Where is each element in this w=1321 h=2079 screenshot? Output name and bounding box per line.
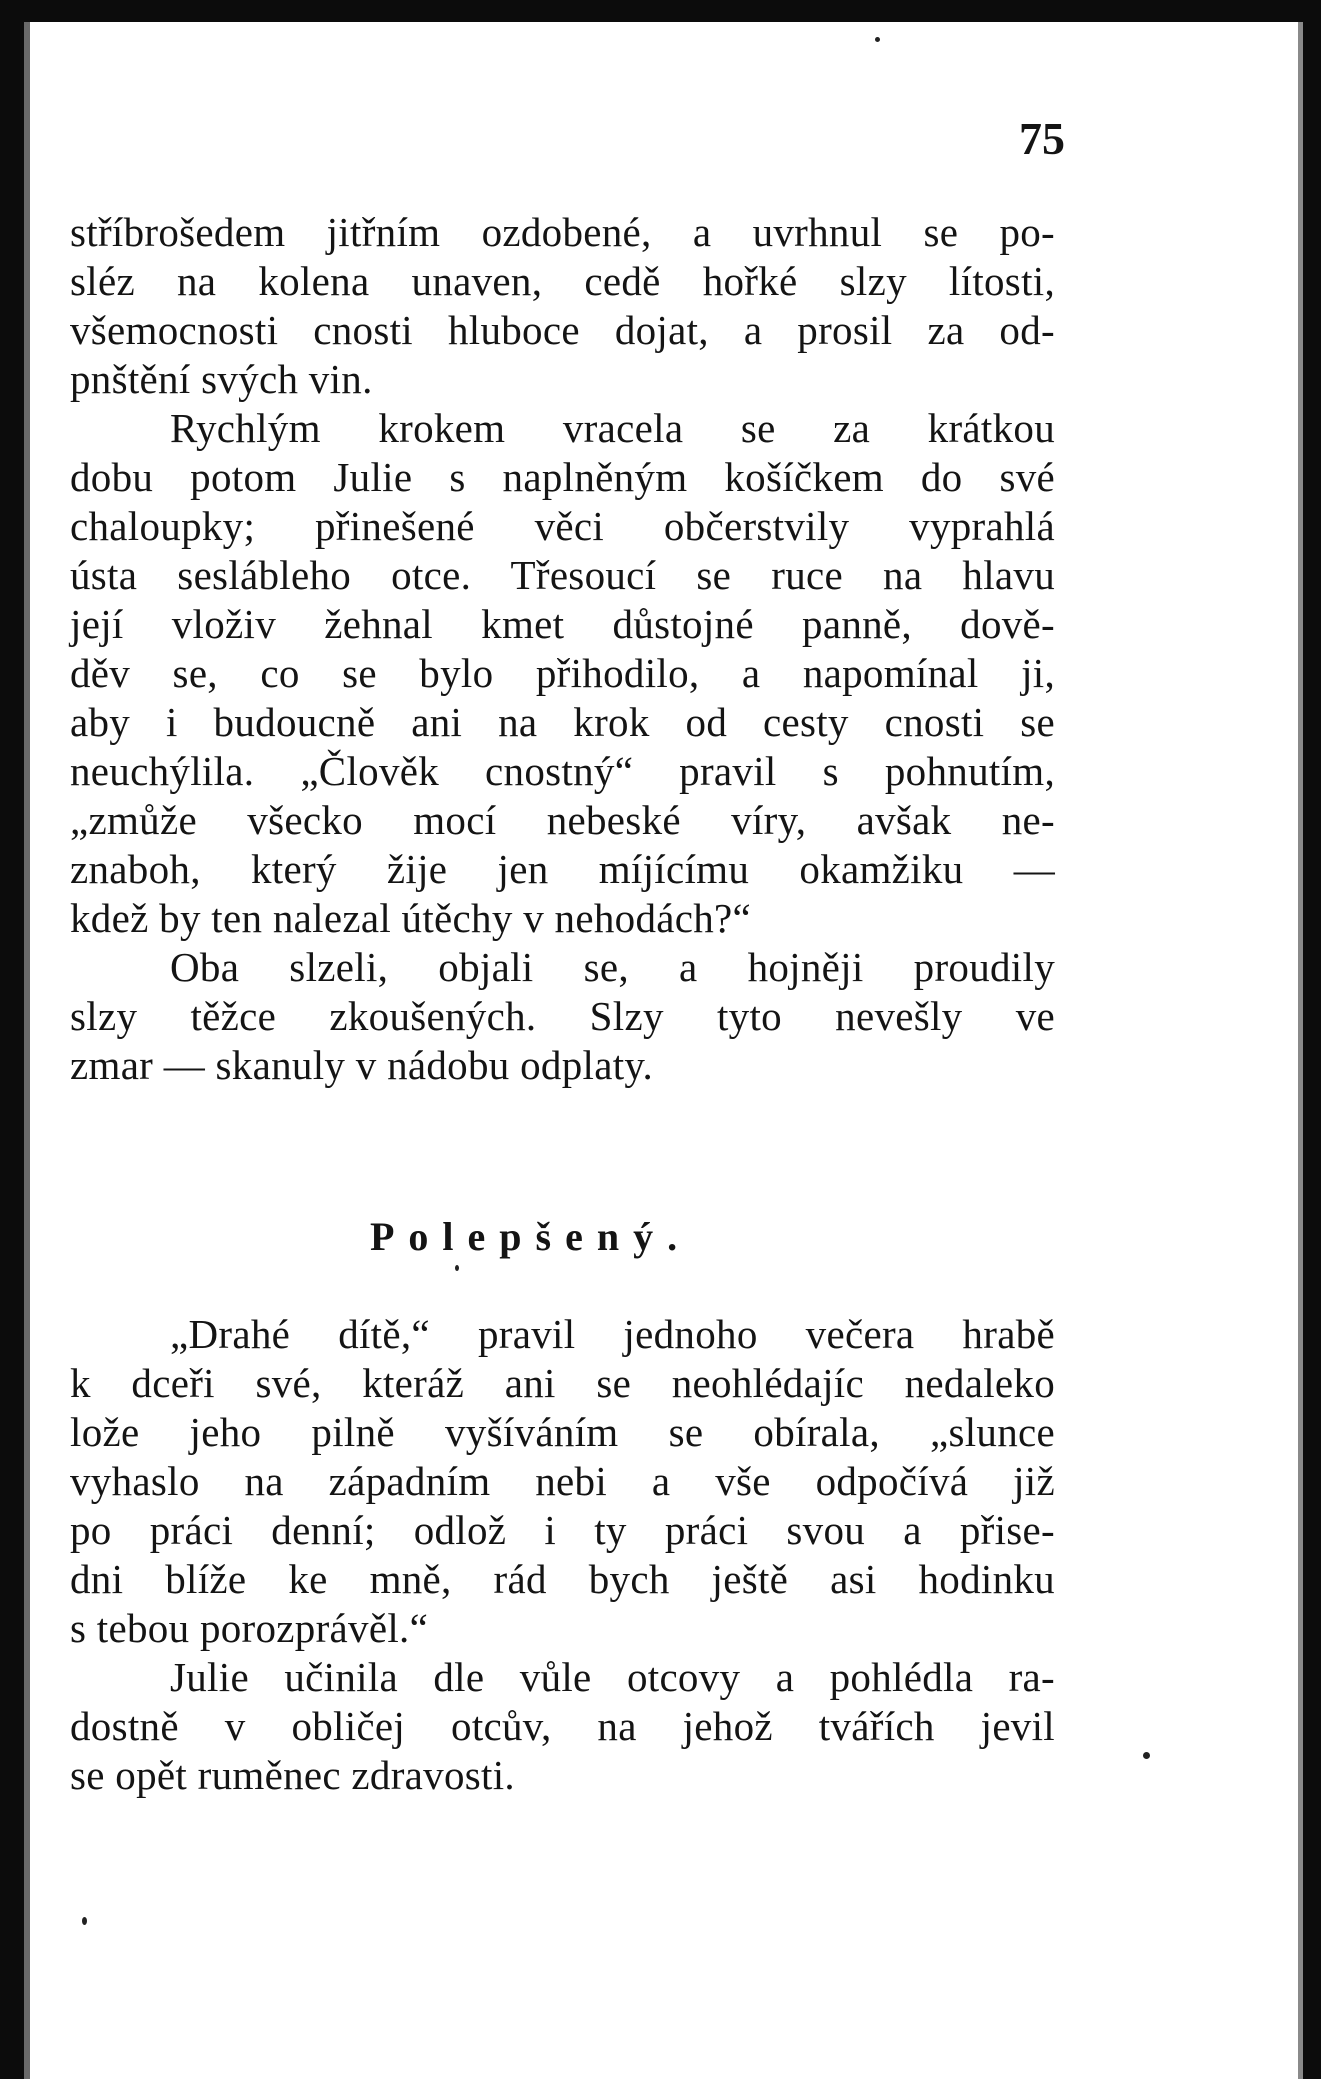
text-line: se opět ruměnec zdravosti.: [70, 1752, 515, 1798]
text-line: znaboh, který žije jen míjícímu okamžiku —: [70, 846, 1055, 892]
scan-border-top: [0, 0, 1321, 22]
paragraph-start-line: Rychlým krokem vracela se za krátkou: [170, 405, 1055, 451]
text-line: zmar — skanuly v nádobu odplaty.: [70, 1042, 654, 1088]
text-line: dni blíže ke mně, rád bych ještě asi hodinku: [70, 1556, 1055, 1602]
text-line: sléz na kolena unaven, cedě hořké slzy lítosti,: [70, 258, 1055, 304]
text-line: aby i budoucně ani na krok od cesty cnosti se: [70, 699, 1055, 745]
paragraph-start-line: Oba slzeli, objali se, a hojněji proudily: [170, 944, 1055, 990]
text-line: k dceři své, kteráž ani se neohlédajíc nedaleko: [70, 1360, 1055, 1406]
text-line: slzy těžce zkoušených. Slzy tyto nevešly ve: [70, 993, 1055, 1039]
text-line: neuchýlila. „Člověk cnostný“ pravil s pohnutím,: [70, 748, 1055, 794]
text-line: „zmůže všecko mocí nebeské víry, avšak ne-: [70, 797, 1055, 843]
text-line: s tebou porozprávěl.“: [70, 1605, 429, 1651]
scan-speck: [875, 37, 880, 42]
page-number: 75: [1019, 113, 1065, 164]
text-line: stříbrošedem jitřním ozdobené, a uvrhnul se po-: [70, 209, 1055, 255]
text-line: lože jeho pilně vyšíváním se obírala, „slunce: [70, 1409, 1055, 1455]
text-line: její vloživ žehnal kmet důstojné panně, dově-: [70, 601, 1055, 647]
scan-speck: [82, 1917, 87, 1925]
text-line: všemocnosti cnosti hluboce dojat, a prosil za od-: [70, 307, 1055, 353]
text-line: pnštění svých vin.: [70, 356, 373, 402]
paragraph-start-line: Julie učinila dle vůle otcovy a pohlédla ra-: [170, 1654, 1055, 1700]
scan-border-left-shadow: [24, 22, 30, 2079]
scan-speck: [1143, 1752, 1150, 1759]
text-line: ústa seslábleho otce. Třesoucí se ruce na hlavu: [70, 552, 1055, 598]
scan-speck: [455, 1265, 459, 1271]
text-line: chaloupky; přinešené věci občerstvily vyprahlá: [70, 503, 1055, 549]
section-heading: Polepšený.: [370, 1214, 692, 1259]
text-line: děv se, co se bylo přihodilo, a napomínal ji,: [70, 650, 1055, 696]
text-line: vyhaslo na západním nebi a vše odpočívá již: [70, 1458, 1055, 1504]
book-page: [60, 22, 1280, 2079]
text-line: kdež by ten nalezal útěchy v nehodách?“: [70, 895, 752, 941]
paragraph-start-line: „Drahé dítě,“ pravil jednoho večera hrabě: [170, 1311, 1055, 1357]
text-line: po práci denní; odlož i ty práci svou a přise-: [70, 1507, 1055, 1553]
scan-border-right-shadow: [1298, 22, 1303, 2079]
scan-border-right: [1303, 0, 1321, 2079]
text-line: dostně v obličej otcův, na jehož tvářích jevil: [70, 1703, 1055, 1749]
scan-border-left: [0, 0, 24, 2079]
text-line: dobu potom Julie s naplněným košíčkem do své: [70, 454, 1055, 500]
